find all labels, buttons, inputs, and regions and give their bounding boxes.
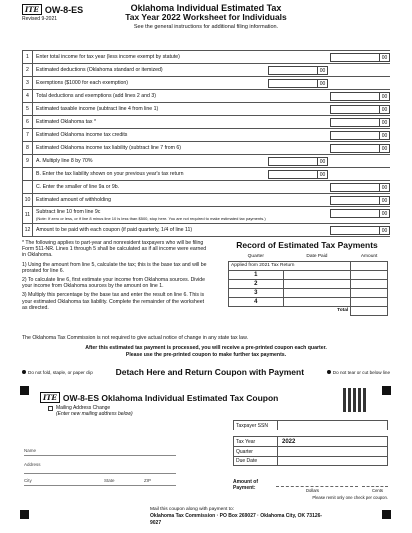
worksheet-row: [23, 129, 390, 142]
due-date-label: Due Date: [234, 457, 278, 465]
cents-cell: 00: [379, 227, 389, 234]
amount-input[interactable]: [330, 183, 390, 192]
amount-label: Amount of Payment:: [233, 479, 258, 491]
bullet-icon: [22, 370, 26, 374]
line-text: Subtract line 10 from line 9c: [36, 209, 101, 215]
col-date-paid: Date Paid: [283, 252, 351, 261]
instructions-note: See the general instructions for additional filing information.: [133, 24, 279, 30]
cents-cell: 00: [317, 67, 327, 74]
worksheet-row: [23, 207, 390, 224]
line-text: Amount to be paid with each coupon (if paid quarterly, 1/4 of line 11): [36, 227, 193, 233]
no-tear-text: Do not tear or cut below line: [332, 369, 390, 375]
coupon-notice-line1: After this estimated tax payment is processed, you will receive a pre-printed coupon each quarter.: [85, 345, 327, 351]
line-text: C. Enter the smaller of line 9a or 9b.: [36, 184, 120, 190]
record-table: [228, 252, 388, 316]
worksheet-row: [23, 224, 390, 237]
registration-mark: [20, 510, 29, 519]
applied-amount-field[interactable]: [351, 261, 388, 270]
registration-mark: [382, 386, 391, 395]
cents-line[interactable]: [362, 486, 388, 487]
line-number: [23, 168, 33, 180]
amount-input[interactable]: [330, 92, 390, 101]
note-2: 2) To calculate line 6, first estimate your income from Oklahoma sources. Divide your income from Oklahoma sources by the amount on line 1.: [22, 277, 205, 290]
no-tear-note: [327, 370, 390, 375]
worksheet-row: [23, 181, 390, 194]
name-label: Name: [24, 448, 37, 453]
amount-input[interactable]: [330, 131, 390, 140]
record-title: Record of Estimated Tax Payments: [236, 240, 378, 250]
quarter-3: 3: [229, 288, 284, 297]
line-number: 11: [23, 207, 33, 223]
q3-date-field[interactable]: [283, 288, 351, 297]
quarter-1: 1: [229, 270, 284, 279]
line-number: 3: [23, 77, 33, 89]
mailing-change: [48, 405, 133, 417]
amount-input[interactable]: [268, 170, 328, 179]
line-text: B. Enter the tax liability shown on your previous year's tax return: [36, 171, 184, 177]
ite-logo: ITE: [22, 4, 42, 15]
line-number: 1: [23, 51, 33, 63]
nonresident-notes: [22, 240, 208, 314]
mail-to-line1: Mail this coupon along with payment to:: [150, 507, 234, 512]
line-text: Estimated amount of withholding: [36, 197, 111, 203]
line-text: Estimated Oklahoma income tax liability (subtract line 7 from 6): [36, 145, 182, 151]
line-number: 2: [23, 64, 33, 76]
worksheet-row: [23, 168, 390, 181]
due-date-row[interactable]: [233, 456, 388, 466]
worksheet-row: [23, 64, 390, 77]
bullet-icon: [327, 370, 331, 374]
col-amount: Amount: [351, 252, 388, 261]
cents-cell: 00: [379, 184, 389, 191]
q4-date-field[interactable]: [283, 297, 351, 306]
quarter-row[interactable]: [233, 446, 388, 456]
mail-to-address: Oklahoma Tax Commission · PO Box 269027 · Oklahoma City, OK 73126-9027: [150, 513, 323, 526]
worksheet-row: [23, 194, 390, 207]
address-change-checkbox[interactable]: [48, 406, 53, 411]
worksheet-row: [23, 103, 390, 116]
line-number: [23, 181, 33, 193]
mail-to: [150, 507, 330, 527]
worksheet-row: [23, 90, 390, 103]
col-quarter: Quarter: [229, 252, 284, 261]
no-fold-note: [22, 370, 93, 375]
quarter-label: Quarter: [234, 447, 278, 456]
quarter-4: 4: [229, 297, 284, 306]
line-text: Estimated deductions (Oklahoma standard or itemized): [36, 67, 163, 73]
zip-label: ZIP: [144, 478, 152, 483]
line-text: Enter total income for tax year (less income exempt by statute): [36, 54, 180, 60]
ssn-row[interactable]: [233, 420, 388, 430]
coupon-title: [40, 392, 278, 403]
line-text: Estimated Oklahoma tax *: [36, 119, 96, 125]
worksheet-row: [23, 51, 390, 64]
state-label: State: [104, 478, 115, 483]
worksheet-row: [23, 142, 390, 155]
mail-change-hint: (Enter new mailing address below): [56, 411, 133, 417]
total-amount-field[interactable]: [351, 306, 388, 315]
amount-input[interactable]: [268, 79, 328, 88]
registration-mark: [20, 386, 29, 395]
cents-cell: 00: [379, 119, 389, 126]
mail-change-label: Mailing Address Change: [56, 405, 111, 411]
cents-cell: 00: [379, 197, 389, 204]
detach-line: [22, 367, 390, 377]
q3-amount-field[interactable]: [351, 288, 388, 297]
line-11-note: (Note: If zero or less, or if line 8 minus line 10 is less than $500, stop here. You are not required to make estimated tax payments.): [36, 216, 266, 221]
dollars-label: Dollars: [306, 488, 320, 493]
cents-cell: 00: [379, 106, 389, 113]
line-text: Estimated Oklahoma income tax credits: [36, 132, 128, 138]
q2-amount-field[interactable]: [351, 279, 388, 288]
line-number: 10: [23, 194, 33, 206]
total-label: Total: [337, 308, 349, 314]
worksheet-row: [23, 155, 390, 168]
amount-field[interactable]: [276, 479, 388, 491]
revised-date: Revised 9-2021: [22, 16, 58, 22]
city-label: City: [24, 478, 32, 483]
line-number: 6: [23, 116, 33, 128]
notes-intro: * The following applies to part-year and nonresident taxpayers who will be filing Form 511-NR. Lines 1 through 5 shall be calculated as if all income were earned in Oklahoma.: [22, 240, 207, 259]
line-number: 7: [23, 129, 33, 141]
cents-cell: 00: [379, 132, 389, 139]
registration-mark: [382, 510, 391, 519]
page-subtitle: Tax Year 2022 Worksheet for Individuals: [125, 12, 287, 22]
name-field[interactable]: [24, 448, 176, 456]
dollars-line[interactable]: [276, 486, 358, 487]
amount-input[interactable]: [330, 118, 390, 127]
amount-input[interactable]: [330, 226, 390, 235]
cents-cell: 00: [317, 158, 327, 165]
coupon-title-text: OW-8-ES Oklahoma Individual Estimated Tax Coupon: [62, 392, 279, 403]
ssn-label: Taxpayer SSN: [234, 421, 278, 430]
line-number: 8: [23, 142, 33, 154]
cents-cell: 00: [379, 93, 389, 100]
q2-date-field[interactable]: [283, 279, 351, 288]
line-text: Estimated taxable income (subtract line 4 from line 1): [36, 106, 159, 112]
note-3: 3) Multiply this percentage by the base tax and enter the result on line 6. This is your estimated Oklahoma tax liability. Complete the remainder of the worksheet as directed.: [22, 292, 205, 311]
amount-input[interactable]: [330, 105, 390, 114]
coupon-notice: [22, 345, 390, 358]
city-state-zip[interactable]: [24, 478, 176, 486]
line-number: 5: [23, 103, 33, 115]
applied-row-label: Applied from 2021 Tax Return: [229, 261, 351, 270]
line-number: 12: [23, 224, 33, 236]
no-fold-text: Do not fold, staple, or paper clip: [28, 369, 93, 375]
detach-heading: Detach Here and Return Coupon with Payment: [115, 367, 305, 377]
line-number: 9: [23, 155, 33, 167]
line-text: Total deductions and exemptions (add lines 2 and 3): [36, 93, 156, 99]
amount-section: [233, 479, 388, 500]
amount-input[interactable]: [268, 66, 328, 75]
line-text: A. Multiply line 8 by 70%: [36, 158, 93, 164]
coupon-notice-line2: Please use the pre-printed coupon to make further tax payments.: [125, 351, 287, 358]
cents-cell: 00: [379, 54, 389, 61]
tax-year-label: Tax Year: [234, 437, 278, 446]
notice-text: The Oklahoma Tax Commission is not required to give actual notice of change in any state tax law.: [22, 335, 248, 341]
tax-year-row: [233, 436, 388, 446]
q1-amount-field[interactable]: [351, 270, 388, 279]
q4-amount-field[interactable]: [351, 297, 388, 306]
cents-cell: 00: [317, 171, 327, 178]
tax-year-value: 2022: [282, 438, 296, 445]
form-id: OW-8-ES: [44, 4, 84, 15]
amount-input[interactable]: [330, 209, 390, 218]
ite-logo: ITE: [40, 392, 60, 403]
address-label: Address: [24, 462, 41, 467]
address-field[interactable]: [24, 462, 176, 474]
amount-input[interactable]: [330, 144, 390, 153]
worksheet: [22, 50, 390, 237]
q1-date-field[interactable]: [283, 270, 351, 279]
qr-code-icon: [343, 388, 367, 412]
amount-input[interactable]: [330, 196, 390, 205]
cents-cell: 00: [379, 210, 389, 217]
cents-cell: 00: [379, 145, 389, 152]
amount-input[interactable]: [268, 157, 328, 166]
remit-note: Please remit only one check per coupon.: [312, 495, 388, 500]
cents-label: Cents: [372, 488, 383, 493]
quarter-2: 2: [229, 279, 284, 288]
line-number: 4: [23, 90, 33, 102]
line-text: Exemptions ($1000 for each exemption): [36, 80, 128, 86]
cents-cell: 00: [317, 80, 327, 87]
coupon-grid: [233, 420, 388, 466]
note-1: 1) Using the amount from line 5, calculate the tax; this is the base tax and will be prorated for line 6.: [22, 261, 207, 274]
worksheet-row: [23, 116, 390, 129]
amount-input[interactable]: [330, 53, 390, 62]
page-title: Oklahoma Individual Estimated Tax: [130, 3, 282, 13]
worksheet-row: [23, 77, 390, 90]
